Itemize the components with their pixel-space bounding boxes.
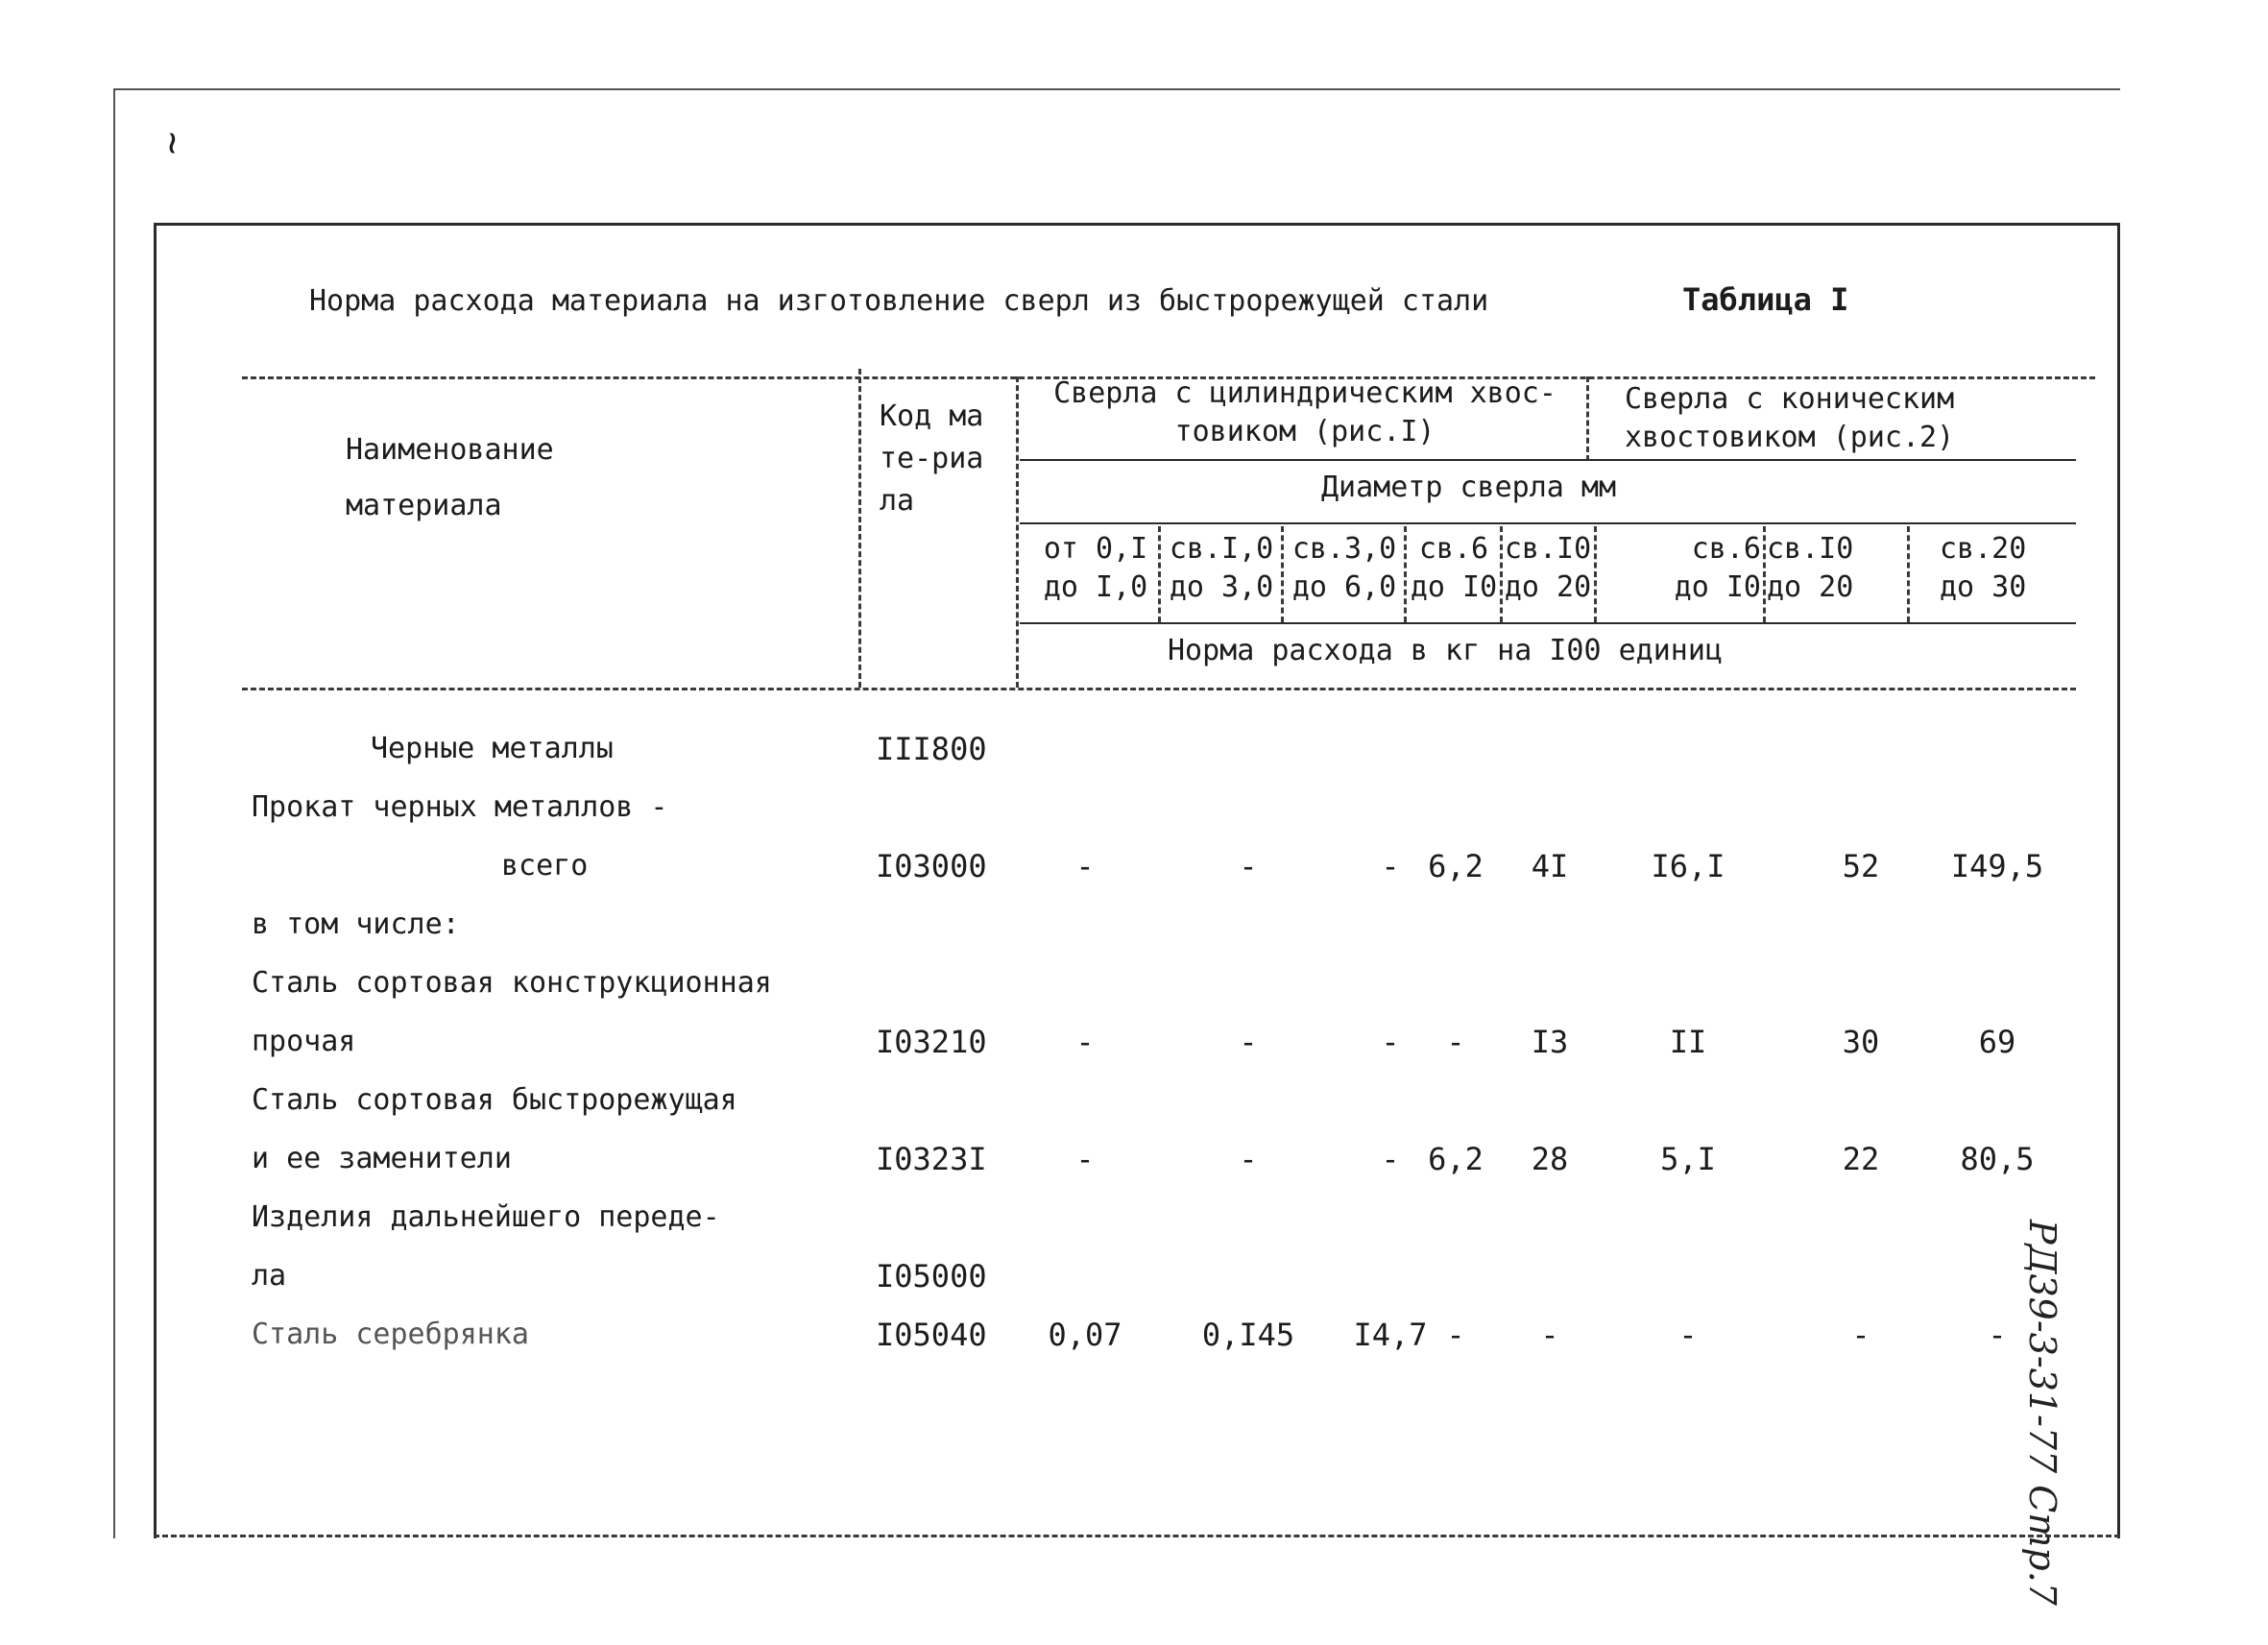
inner-frame-top (154, 223, 2120, 226)
range-1-to: до 3,0 (1169, 570, 1274, 604)
row-value-4: I3 (1531, 1024, 1569, 1060)
range-3-from: св.6 (1418, 532, 1489, 566)
row-value-3: - (1446, 1024, 1465, 1060)
range-2 (1285, 530, 1404, 607)
row-name: в том числе: (252, 907, 460, 941)
row-value-5: I6,I (1651, 848, 1725, 884)
row-name: всего (501, 849, 589, 883)
row-value-5: 5,I (1660, 1141, 1716, 1177)
range-5-to: до I0 (1674, 570, 1761, 604)
row-value-0: 0,07 (1048, 1317, 1122, 1353)
header-code: Код мате-риала (880, 399, 984, 518)
row-code: I05000 (876, 1258, 987, 1294)
range-7 (1940, 530, 2074, 607)
range-divider-6 (1763, 526, 1766, 622)
range-2-from: св.3,0 (1291, 532, 1397, 566)
row-value-2: - (1381, 1141, 1400, 1177)
range-divider-2 (1281, 526, 1284, 622)
side-stamp: РД39-3-31-77 Стр.7 (2021, 1220, 2063, 1606)
rule-under-ranges (1020, 622, 2076, 624)
range-5-from: св.6 (1691, 532, 1761, 566)
range-7-from: св.20 (1940, 532, 2027, 566)
corner-mark: ~ (151, 131, 196, 156)
range-4 (1502, 530, 1594, 607)
col-divider-groups (1586, 376, 1589, 461)
range-7-to: до 30 (1940, 570, 2027, 604)
inner-frame-bottom (154, 1535, 2120, 1537)
row-code: I03210 (876, 1024, 987, 1060)
rule-under-groups (1020, 459, 2076, 461)
range-0-from: от 0,I (1043, 532, 1148, 566)
row-name: Сталь серебрянка (252, 1318, 529, 1351)
header-norm-unit: Норма расхода в кг на I00 единиц (1168, 634, 1723, 667)
row-value-3: 6,2 (1428, 848, 1484, 884)
col-divider-name-code (858, 369, 861, 688)
row-name: Изделия дальнейшего переде- (252, 1200, 720, 1234)
row-value-5: - (1678, 1317, 1698, 1353)
row-value-7: 80,5 (1960, 1141, 2035, 1177)
page-title: Норма расхода материала на изготовление сверл из быстрорежущей стали (309, 284, 1489, 318)
col-divider-code-data (1016, 376, 1019, 688)
range-divider-7 (1907, 526, 1910, 622)
row-name: Сталь сортовая быстрорежущая (252, 1083, 737, 1117)
header-group-conical: Сверла с коническим хвостовиком (рис.2) (1625, 382, 1955, 454)
range-1 (1162, 530, 1281, 607)
header-bottom-rule (242, 688, 2076, 690)
table-label: Таблица I (1682, 281, 1849, 318)
range-6-from: св.I0 (1767, 532, 1854, 566)
row-code: I0323I (876, 1141, 987, 1177)
range-6 (1767, 530, 1901, 607)
inner-frame-left (154, 223, 157, 1538)
row-value-4: 28 (1531, 1141, 1569, 1177)
row-name: Черные металлы (371, 732, 614, 765)
range-4-from: св.I0 (1504, 532, 1592, 566)
row-value-1: - (1239, 1141, 1258, 1177)
row-value-6: 52 (1842, 848, 1880, 884)
row-value-1: - (1239, 848, 1258, 884)
range-4-to: до 20 (1504, 570, 1592, 604)
row-value-2: - (1381, 848, 1400, 884)
row-value-3: 6,2 (1428, 1141, 1484, 1177)
row-name: ла (252, 1259, 287, 1293)
range-divider-3 (1404, 526, 1407, 622)
range-6-to: до 20 (1767, 570, 1854, 604)
row-value-3: - (1446, 1317, 1465, 1353)
row-value-1: - (1239, 1024, 1258, 1060)
row-value-5: II (1669, 1024, 1707, 1060)
row-value-2: I4,7 (1353, 1317, 1428, 1353)
range-2-to: до 6,0 (1291, 570, 1397, 604)
inner-frame-right (2117, 223, 2120, 1538)
row-name: прочая (252, 1025, 356, 1058)
header-group-cylindrical: Сверла с цилиндрическим хвос-товиком (рис.I) (1053, 376, 1556, 448)
header-name: Наименование материала (346, 433, 554, 522)
row-code: I05040 (876, 1317, 987, 1353)
row-value-4: - (1540, 1317, 1559, 1353)
range-5 (1632, 530, 1761, 607)
header-diameter: Диаметр сверла мм (1321, 471, 1617, 504)
range-0 (1035, 530, 1156, 607)
row-name: Прокат черных металлов - (252, 790, 668, 824)
rule-under-diameter (1020, 522, 2076, 524)
row-value-0: - (1075, 848, 1095, 884)
row-value-4: 4I (1531, 848, 1569, 884)
range-3 (1408, 530, 1500, 607)
row-name: Сталь сортовая конструкционная (252, 966, 772, 1000)
row-value-1: 0,I45 (1201, 1317, 1295, 1353)
row-value-6: 22 (1842, 1141, 1880, 1177)
row-value-7: I49,5 (1950, 848, 2044, 884)
row-value-2: - (1381, 1024, 1400, 1060)
range-3-to: до I0 (1410, 570, 1498, 604)
range-divider-1 (1158, 526, 1161, 622)
row-value-7: - (1988, 1317, 2007, 1353)
row-name: и ее заменители (252, 1142, 512, 1175)
outer-frame-top (113, 88, 2120, 90)
row-value-6: - (1851, 1317, 1870, 1353)
outer-frame-left (113, 88, 115, 1538)
row-code: III800 (876, 731, 987, 767)
row-code: I03000 (876, 848, 987, 884)
row-value-0: - (1075, 1141, 1095, 1177)
range-1-from: св.I,0 (1169, 532, 1274, 566)
row-value-6: 30 (1842, 1024, 1880, 1060)
range-0-to: до I,0 (1043, 570, 1148, 604)
row-value-0: - (1075, 1024, 1095, 1060)
row-value-7: 69 (1978, 1024, 2016, 1060)
range-divider-5 (1594, 526, 1597, 622)
